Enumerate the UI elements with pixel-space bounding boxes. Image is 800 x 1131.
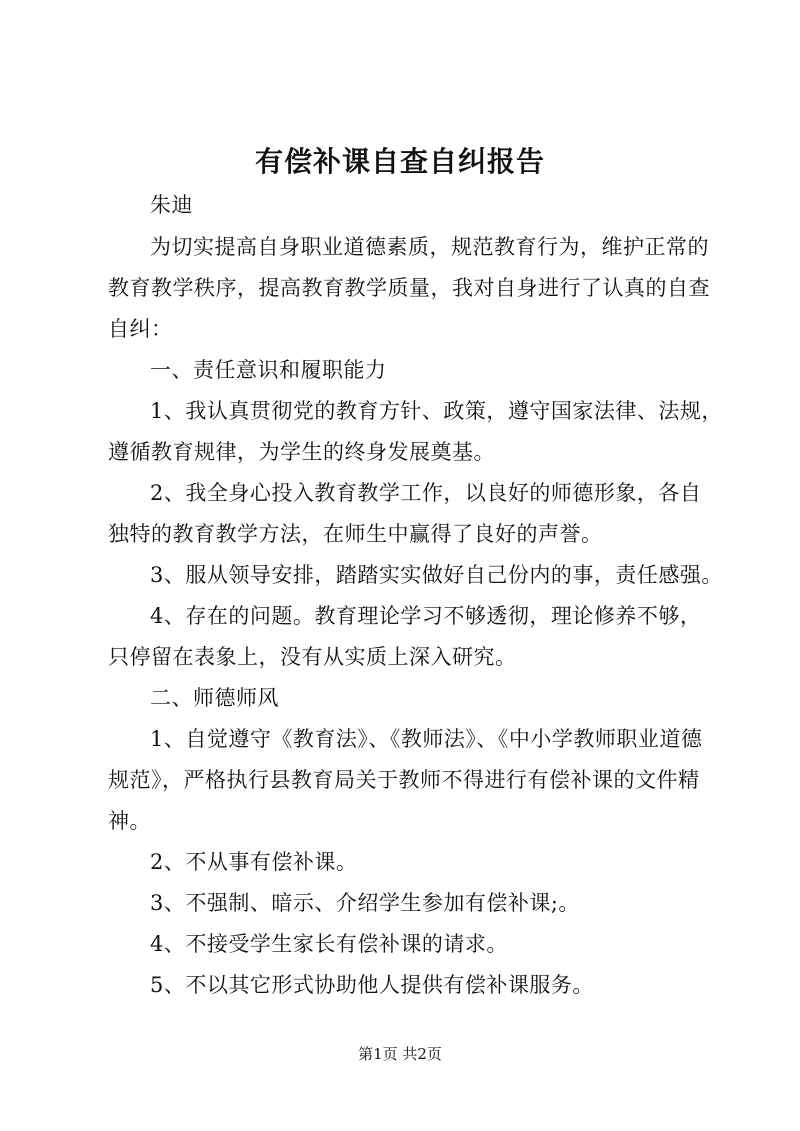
page-number-footer: 第1页 共2页 <box>358 1045 442 1063</box>
section-heading: 二、师德师风 <box>150 686 279 710</box>
paragraph-line: 3、不强制、暗示、介绍学生参加有偿补课;。 <box>150 891 580 915</box>
paragraph-line: 只停留在表象上，没有从实质上深入研究。 <box>108 645 517 669</box>
paragraph-line: 遵循教育规律，为学生的终身发展奠基。 <box>108 440 495 464</box>
paragraph-line: 独特的教育教学方法，在师生中赢得了良好的声誉。 <box>108 522 603 546</box>
paragraph-line: 1、自觉遵守《教育法》、《教师法》、《中小学教师职业道德 <box>150 727 703 751</box>
paragraph-line: 3、服从领导安排，踏踏实实做好自己份内的事，责任感强。 <box>150 563 723 587</box>
paragraph-line: 5、不以其它形式协助他人提供有偿补课服务。 <box>150 973 594 997</box>
paragraph-line: 为切实提高自身职业道德素质，规范教育行为，维护正常的 <box>150 235 709 259</box>
paragraph-line: 4、存在的问题。教育理论学习不够透彻，理论修养不够， <box>150 604 702 628</box>
paragraph-line: 神。 <box>108 809 151 833</box>
document-title: 有偿补课自查自纠报告 <box>254 145 545 178</box>
paragraph-line: 自纠： <box>108 317 173 341</box>
section-heading: 一、责任意识和履职能力 <box>150 358 387 382</box>
paragraph-line: 教育教学秩序，提高教育教学质量，我对自身进行了认真的自查 <box>108 276 710 300</box>
paragraph-line: 4、不接受学生家长有偿补课的请求。 <box>150 932 508 956</box>
paragraph-line: 2、我全身心投入教育教学工作，以良好的师德形象，各自 <box>150 481 702 505</box>
author-name: 朱迪 <box>150 193 193 217</box>
paragraph-line: 1、我认真贯彻党的教育方针、政策，遵守国家法律、法规， <box>150 399 723 423</box>
paragraph-line: 规范》，严格执行县教育局关于教师不得进行有偿补课的文件精 <box>108 768 700 792</box>
paragraph-line: 2、不从事有偿补课。 <box>150 850 358 874</box>
